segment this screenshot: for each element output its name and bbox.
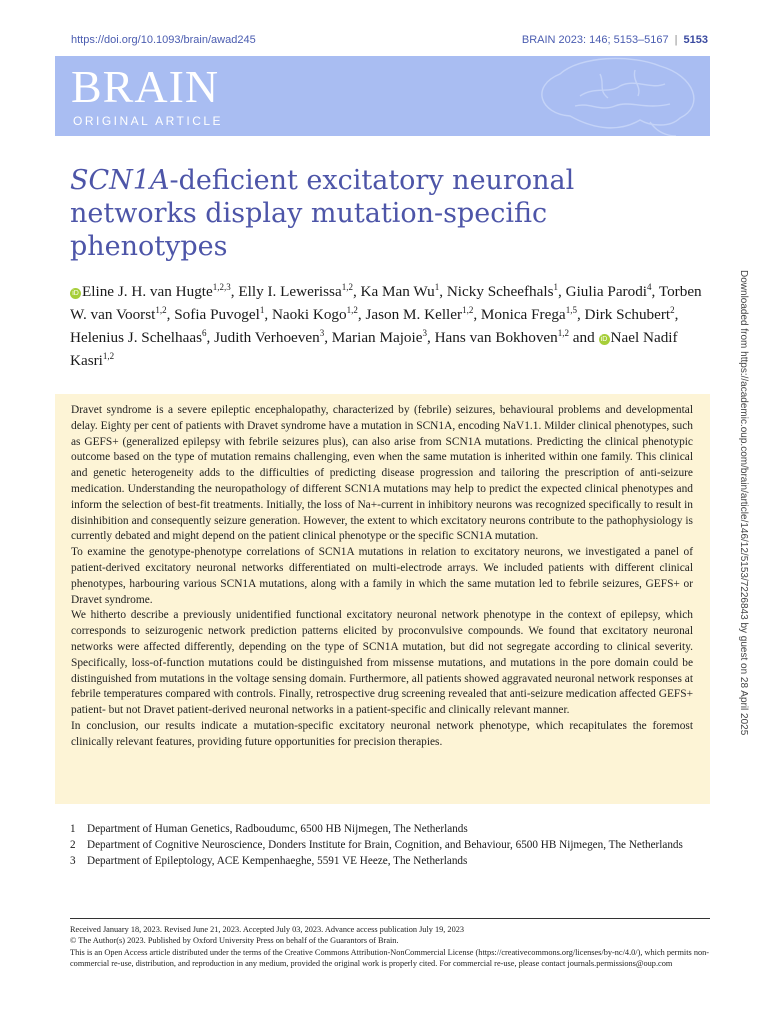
affiliation-number: 1 [70,823,76,835]
page-number: 5153 [683,34,708,46]
author-affiliation-marker: 1,5 [565,305,577,316]
article-type: ORIGINAL ARTICLE [73,114,224,128]
affiliation-item [70,822,720,836]
author: Giulia Parodi$^4$, [565,282,656,301]
abstract-paragraph-2: To examine the genotype-phenotype correlations of SCN1A mutations in relation to excitatory neurons, we investigated a panel of patient-derived excitatory neuronal networks differentiated on multi-electrode arrays. We included patients with different clinical phenotypes, harbouring various SCN1A mutations, along with a family in which the same mutation led to febrile seizures, GEFS+ or Dravet syndrome. [71,546,693,606]
affiliations [70,822,720,870]
author: iD Eline J. H. van Hugte$^{1,2,3}$, [70,283,235,300]
author: Torben W. van Voorst$^{1,2}$, [70,283,702,324]
abstract-paragraph-3: We hitherto describe a previously unidentified functional excitatory neuronal network phenotype in the context of epilepsy, which corresponds to seizurogenic network prediction patterns elicited by proconvulsive compounds. We found that excitatory neuronal networks were affected differently, depending on the type of SCN1A mutation, but did not segregate according to clinical severity. Specifically, loss-of-function mutations could be distinguished from missense mutations, and mutations in the pore domain could be distinguished from mutations in the voltage sensing domain. Furthermore, all patients showed aggravated neuronal network responses at febrile temperatures compared with controls. Finally, retrospective drug screening revealed that anti-seizure medication affected GEFS+ patient- but not Dravet patient-derived neuronal networks in a patient-specific and clinically relevant manner. [71,609,693,717]
author-name: Judith Verhoeven [214,329,320,347]
author: Monica Frega$^{1,5}$, [480,305,581,324]
author-affiliation-marker: 3 [319,328,325,339]
author: Jason M. Keller$^{1,2}$, [365,305,478,324]
author: Judith Verhoeven$^3$, [214,328,328,347]
doi-link[interactable]: https://doi.org/10.1093/brain/awad245 [71,34,256,46]
author [435,329,569,346]
affiliation-text: Department of Human Genetics, Radboudumc, 6500 HB Nijmegen, The Netherlands [87,823,468,835]
author-affiliation-marker: 1 [434,282,440,292]
author: Ka Man Wu$^1$, [360,282,444,301]
affiliation-text: Department of Cognitive Neuroscience, Donders Institute for Brain, Cognition, and Behaviour, 6500 HB Nijmegen, The Netherlands [87,839,683,851]
author-affiliation-marker: 1,2 [462,305,474,316]
footer-divider [70,918,710,919]
download-notice-text: Downloaded from https://academic.oup.com/brain/article/146/12/5153/7226843 by guest on 28 April 2025 [738,270,749,736]
author-name: Elly I. Lewerissa [238,283,342,301]
download-notice [736,270,752,790]
affiliation-number: 3 [70,855,76,867]
running-header [71,34,708,50]
abstract-paragraph-1: Dravet syndrome is a severe epileptic encephalopathy, characterized by (febrile) seizures, behavioural problems and developmental delay. Eighty per cent of patients with Dravet syndrome have a mutation in SCN1A, encoding NaV1.1. Milder clinical phenotypes, such as GEFS+ (generalized epilepsy with febrile seizures plus), can also arise from SCN1A mutations. Predicting the clinical phenotypic outcome based on the type of mutation remains challenging, even when the same mutation is inherited within one family. This clinical and genetic heterogeneity adds to the difficulties of predicting disease progression and tailoring the prescription of anti-seizure medication. Understanding the neuropathology of different SCN1A mutations may help to predict the expected clinical phenotypes and inform the selection of best-fit treatments. Initially, the loss of Na+-current in inhibitory neurons was recognized specifically to result in disinhibition and consequently seizure generation. However, the extent to which excitatory neurons contribute to the pathophysiology is currently debated and might depend on the patient clinical phenotype or the specific SCN1A mutation. [71,404,693,543]
affiliation-item [70,854,720,868]
affiliation-text: Department of Epileptology, ACE Kempenhaeghe, 5591 VE Heeze, The Netherlands [87,855,468,867]
author-name: Helenius J. Schelhaas [70,329,203,347]
author-name: Nicky Scheefhals [446,283,554,301]
affiliation-item [70,838,720,852]
author-name: Dirk Schubert [584,306,671,324]
author-affiliation-marker: 1,2 [346,305,358,316]
citation [522,34,708,46]
author-name: Marian Majoie [331,329,423,347]
author-name: Giulia Parodi [565,283,648,301]
author-affiliation-marker: 1,2 [155,305,167,316]
author: Elly I. Lewerissa$^{1,2}$, [238,282,357,301]
separator: | [674,34,678,46]
journal-banner [55,56,710,136]
author-name: Naoki Kogo [271,306,347,324]
copyright-notice: © The Author(s) 2023. Published by Oxford University Press on behalf of the Guarantors of Brain. [70,936,399,946]
author-affiliation-marker: 6 [202,328,207,339]
gene-name: SCN1A [70,165,170,196]
author: Nicky Scheefhals$^1$, [446,282,562,301]
author-name: Monica Frega [480,306,566,324]
author-affiliation-marker: 1 [553,282,559,292]
author-name: Nael Nadif Kasri [70,329,678,370]
author-name: Hans van Bokhoven [434,329,558,347]
author-name: Eline J. H. van Hugte [82,283,213,301]
citation-text: BRAIN 2023: 146; 5153–5167 [521,34,669,46]
abstract-box [55,394,710,804]
journal-logo: BRAIN [71,61,220,112]
author-affiliation-marker: 1 [259,305,265,316]
title-rest: -deficient excitatory neuronal networks display mutation-specific phenotypes [70,165,575,262]
license-notice: This is an Open Access article distributed under the terms of the Creative Commons Attribution-NonCommercial License (https://creativecommons.org/licenses/by-nc/4.0/), which permits non-commercial re-use, distribution, and reproduction in any medium, provided the original work is properly cited. For commercial re-use, please contact journals.permissions@oup.com [70,947,710,968]
abstract-paragraph-4: In conclusion, our results indicate a mutation-specific excitatory neuronal network phenotype, which recapitulates the foremost clinically relevant features, providing future opportunities for precision therapies. [71,719,693,748]
author: Marian Majoie$^3$, [331,328,431,347]
author: Dirk Schubert$^2$, [584,305,679,324]
orcid-icon[interactable]: iD [70,288,81,299]
article-dates: Received January 18, 2023. Revised June 21, 2023. Accepted July 03, 2023. Advance access publication July 19, 2023 [70,925,465,934]
author-name: Jason M. Keller [365,306,463,324]
author-name: Ka Man Wu [360,283,435,301]
affiliation-number: 2 [70,839,76,851]
orcid-icon[interactable]: iD [599,334,610,345]
footer-notes [70,924,710,969]
author-affiliation-marker: 1,2 [102,351,115,362]
author-affiliation-marker: 3 [422,328,427,339]
author-affiliation-marker: 1,2 [557,328,569,339]
article-title [70,164,690,263]
author-affiliation-marker: 2 [670,305,675,316]
author: Sofia Puvogel$^1$, [174,305,269,324]
author-name: Torben W. van Voorst [70,283,702,324]
author: Helenius J. Schelhaas$^6$, [70,328,211,347]
author-name: Sofia Puvogel [174,306,260,324]
author-affiliation-marker: 1,2,3 [212,282,231,292]
brain-illustration-icon [500,56,710,136]
author-list: iD Eline J. H. van Hugte$^{1,2,3}$, Elly I. Lewerissa$^{1,2}$, Ka Man Wu$^1$, Nicky Scheefhals$^1$, Giulia Parodi$^4$, Torben W. van Voorst$^{1,2}$, Sofia Puvogel$^1$, Naoki Kogo$^{1,2}$, Jason M. Keller$^{1,2}$, Monica Frega$^{1,5}$, Dirk Schubert$^2$, Helenius J. Schelhaas$^6$, Judith Verhoeven$^3$, Marian Majoie$^3$, Hans van Bokhoven$^{1,2}$ and iD Nael Nadif Kasri$^{1,2}$ [70,282,702,370]
author: Naoki Kogo$^{1,2}$, [271,305,362,324]
author-affiliation-marker: 4 [647,282,652,292]
author-affiliation-marker: 1,2 [341,282,353,292]
